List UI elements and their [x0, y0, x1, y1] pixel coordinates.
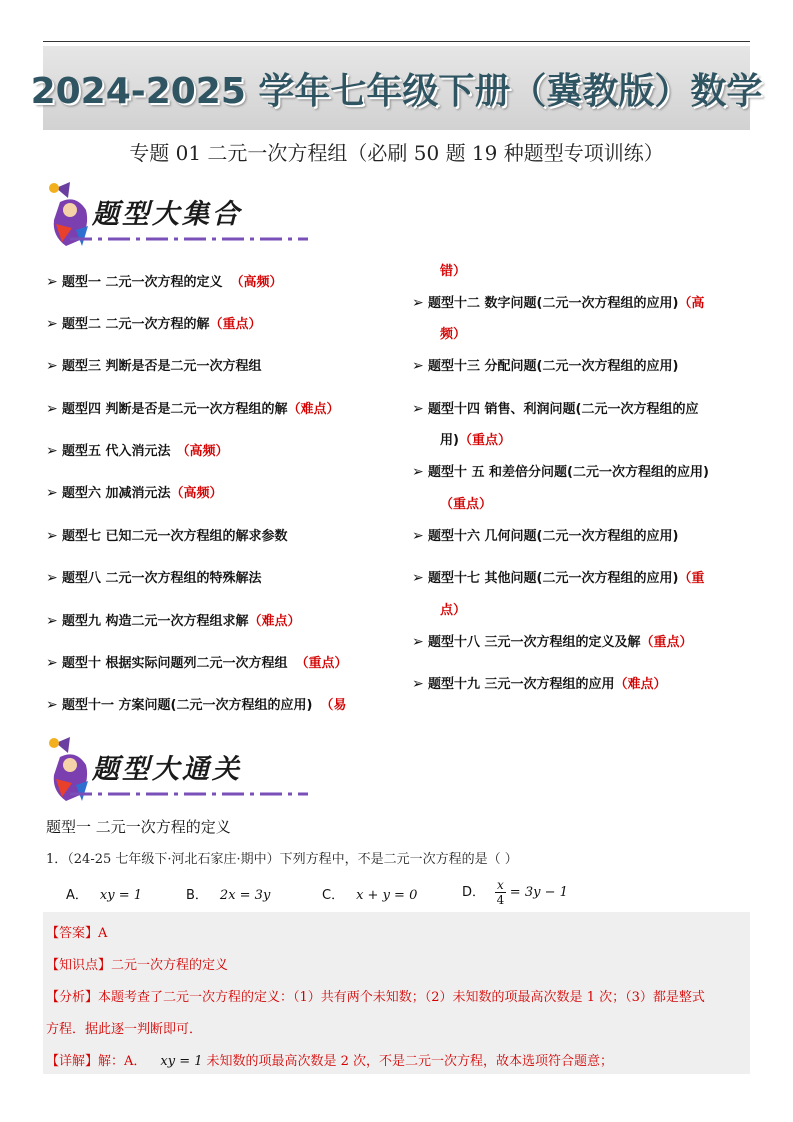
arrow-icon: ➢ [412, 464, 424, 480]
arrow-icon: ➢ [46, 401, 58, 417]
arrow-icon: ➢ [412, 528, 424, 544]
arrow-icon: ➢ [46, 316, 58, 332]
toc-item-11[interactable]: ➢ 题型十一 方案问题(二元一次方程组的应用) （易 [46, 697, 347, 713]
question-type-heading: 题型一 二元一次方程的定义 [46, 818, 231, 836]
knowledge-line: 【知识点】二元一次方程的定义 [46, 958, 229, 973]
toc-item-15-continuation: （重点） [440, 497, 493, 512]
title-banner [30, 46, 763, 130]
decorative-dash-line [70, 234, 308, 244]
arrow-icon: ➢ [46, 485, 58, 501]
page-subtitle: 专题 01 二元一次方程组（必刷 50 题 19 种题型专项训练） [129, 141, 664, 165]
practice-section-logo [46, 735, 266, 805]
arrow-icon: ➢ [412, 295, 424, 311]
question-text: 1．（24-25 七年级下·河北石家庄·期中）下列方程中，不是二元一次方程的是（ ） [46, 852, 518, 867]
arrow-icon: ➢ [412, 401, 424, 417]
answer-line: 【答案】A [46, 926, 108, 941]
toc-item-4[interactable]: ➢ 题型四 判断是否是二元一次方程组的解（难点） [46, 401, 340, 417]
toc-item-14[interactable]: ➢ 题型十四 销售、利润问题(二元一次方程组的应 [412, 401, 699, 417]
arrow-icon: ➢ [46, 570, 58, 586]
arrow-icon: ➢ [46, 274, 58, 290]
top-rule [43, 41, 750, 42]
toc-item-10[interactable]: ➢ 题型十 根据实际问题列二元一次方程组 （重点） [46, 655, 348, 671]
toc-item-17[interactable]: ➢ 题型十七 其他问题(二元一次方程组的应用)（重 [412, 570, 705, 586]
arrow-icon: ➢ [412, 358, 424, 374]
arrow-icon: ➢ [412, 634, 424, 650]
arrow-icon: ➢ [46, 697, 58, 713]
toc-item-9[interactable]: ➢ 题型九 构造二元一次方程组求解（难点） [46, 613, 301, 629]
toc-item-5[interactable]: ➢ 题型五 代入消元法 （高频） [46, 443, 229, 459]
toc-heading: 题型大集合 [92, 199, 242, 230]
arrow-icon: ➢ [46, 613, 58, 629]
arrow-icon: ➢ [46, 655, 58, 671]
practice-heading: 题型大通关 [92, 754, 242, 785]
arrow-icon: ➢ [46, 443, 58, 459]
arrow-icon: ➢ [46, 358, 58, 374]
arrow-icon: ➢ [46, 528, 58, 544]
arrow-icon: ➢ [412, 676, 424, 692]
option-c[interactable]: C． x + y = 0 [322, 888, 418, 903]
toc-item-3[interactable]: ➢ 题型三 判断是否是二元一次方程组 [46, 358, 262, 374]
toc-item-6[interactable]: ➢ 题型六 加减消元法（高频） [46, 485, 223, 501]
toc-item-12[interactable]: ➢ 题型十二 数字问题(二元一次方程组的应用)（高 [412, 295, 705, 311]
toc-item-14-continuation: 用)（重点） [440, 433, 511, 448]
toc-item-15[interactable]: ➢ 题型十 五 和差倍分问题(二元一次方程组的应用) [412, 464, 709, 480]
analysis-line-2: 方程．据此逐一判断即可． [46, 1022, 203, 1037]
analysis-line-1: 【分析】本题考查了二元一次方程的定义：（1）共有两个未知数；（2）未知数的项最高次数是 1 次；（3）都是整式 [46, 990, 705, 1005]
toc-item-11-continuation: 错） [440, 264, 467, 279]
option-a[interactable]: A． xy = 1 [66, 888, 143, 903]
fraction: $\frac{x}{4}$ [496, 878, 505, 907]
toc-item-12-continuation: 频） [440, 327, 467, 342]
option-b[interactable]: B． 2x = 3y [186, 888, 271, 903]
toc-section-logo [46, 180, 266, 250]
toc-item-1[interactable]: ➢ 题型一 二元一次方程的定义 （高频） [46, 274, 283, 290]
toc-item-7[interactable]: ➢ 题型七 已知二元一次方程组的解求参数 [46, 528, 288, 544]
toc-item-16[interactable]: ➢ 题型十六 几何问题(二元一次方程组的应用) [412, 528, 679, 544]
toc-item-8[interactable]: ➢ 题型八 二元一次方程组的特殊解法 [46, 570, 262, 586]
option-d[interactable]: D． $\frac{x}{4}$ = 3y − 1 [462, 878, 568, 907]
detail-line: 【详解】解：A． xy = 1 未知数的项最高次数是 2 次，不是二元一次方程，故本选项符合题意； [46, 1054, 614, 1069]
toc-item-18[interactable]: ➢ 题型十八 三元一次方程组的定义及解（重点） [412, 634, 693, 650]
toc-item-19[interactable]: ➢ 题型十九 三元一次方程组的应用（难点） [412, 676, 667, 692]
decorative-dash-line [70, 789, 308, 799]
toc-item-17-continuation: 点） [440, 603, 467, 618]
banner-title: 2024-2025 学年七年级下册（冀教版）数学 [30, 70, 763, 112]
arrow-icon: ➢ [412, 570, 424, 586]
toc-item-13[interactable]: ➢ 题型十三 分配问题(二元一次方程组的应用) [412, 358, 679, 374]
toc-item-2[interactable]: ➢ 题型二 二元一次方程的解（重点） [46, 316, 262, 332]
